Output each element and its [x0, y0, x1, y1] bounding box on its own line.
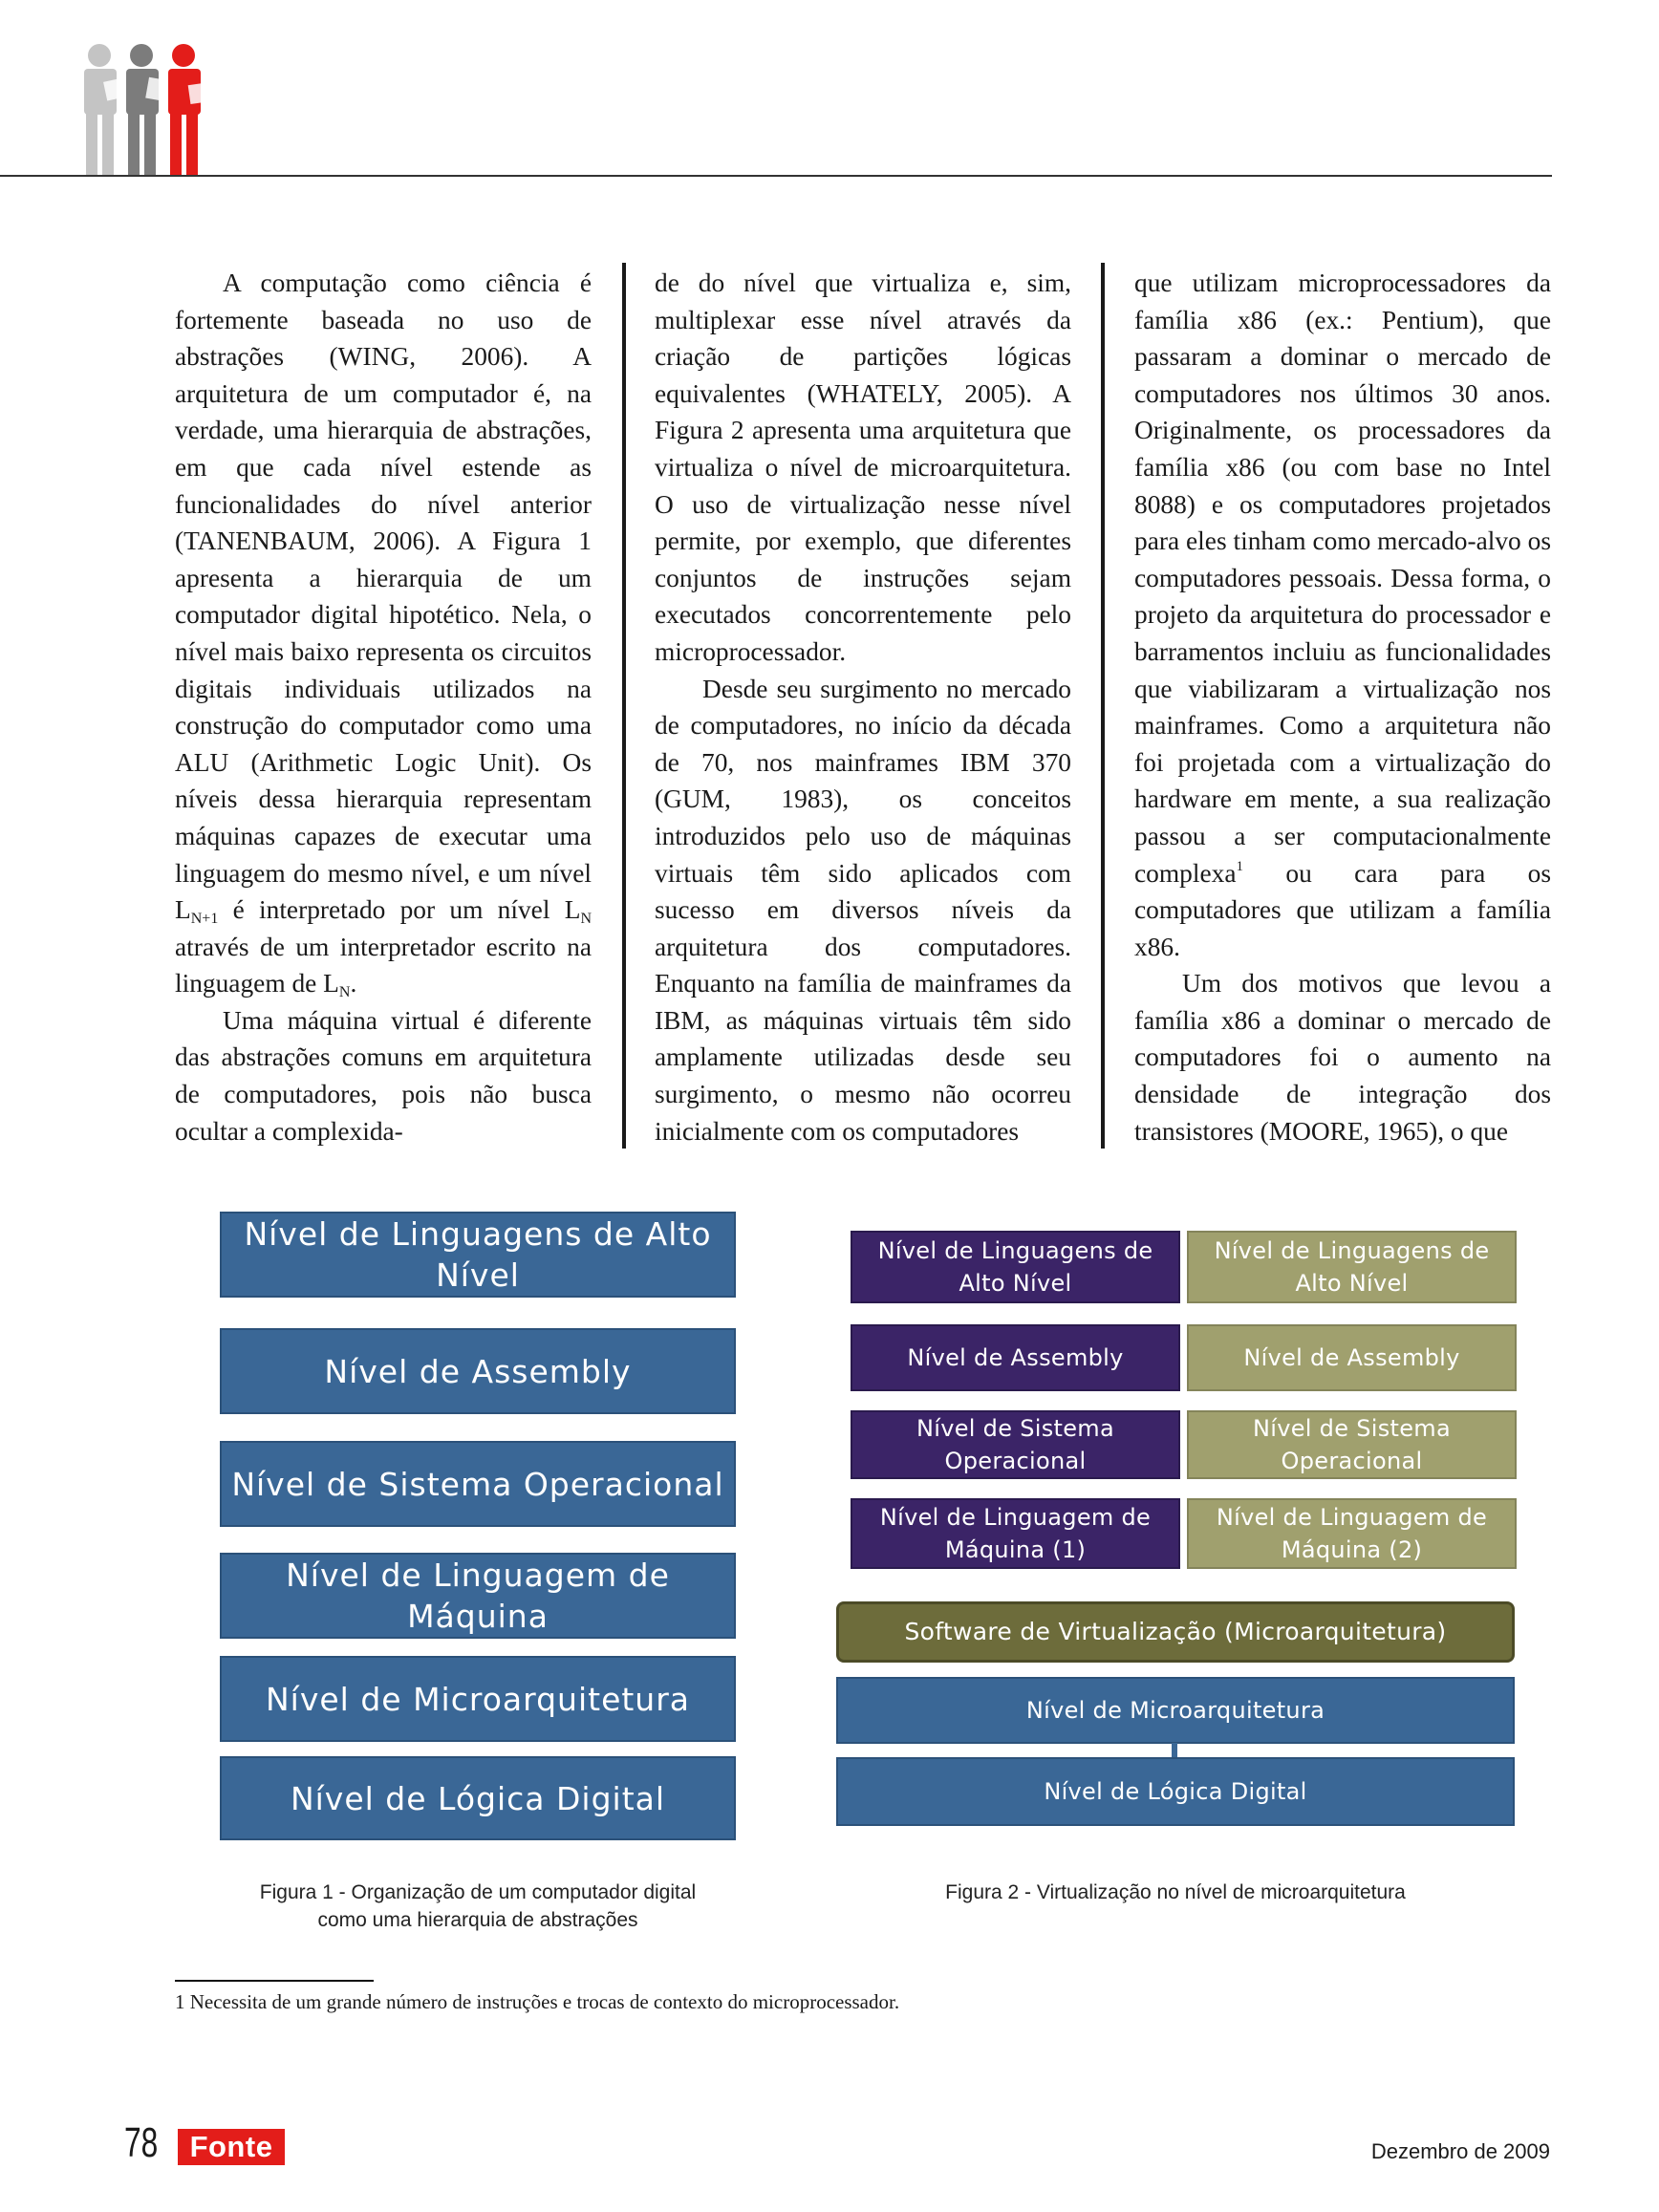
person-light-gray-icon [84, 44, 117, 176]
text-column-3 [1134, 265, 1551, 1149]
paragraph: Um dos motivos que levou a família x86 a dominar o mercado de computadores foi o aumento na densidade de integração dos transistores (MOORE, 1965), o que [1134, 969, 1551, 1146]
paragraph: Uma máquina virtual é diferente das abstrações comuns em arquitetura de computadores, pois não busca ocultar a complexida- [175, 1005, 592, 1146]
header-rule [0, 175, 1552, 177]
level-microarchitecture: Nível de Microarquitetura [220, 1656, 736, 1742]
column-divider [622, 263, 626, 1149]
vm2-machine-language: Nível de Linguagem de Máquina (2) [1187, 1498, 1517, 1569]
vm2-operating-system: Nível de Sistema Operacional [1187, 1410, 1517, 1479]
vm1-machine-language: Nível de Linguagem de Máquina (1) [851, 1498, 1180, 1569]
text-column-1 [175, 265, 592, 1149]
shared-digital-logic: Nível de Lógica Digital [836, 1757, 1515, 1826]
page-number: 78 [124, 2119, 159, 2166]
virtualization-software-layer: Software de Virtualização (Microarquitetura) [836, 1601, 1515, 1663]
footnote-marker: 1 [1236, 858, 1243, 874]
level-high-level-languages: Nível de Linguagens de Alto Nível [220, 1212, 736, 1298]
footnote-rule [175, 1980, 374, 1982]
column-divider [1101, 263, 1105, 1149]
person-red-icon [168, 44, 201, 176]
level-assembly: Nível de Assembly [220, 1328, 736, 1414]
person-dark-gray-icon [126, 44, 159, 176]
footnote: 1 Necessita de um grande número de instruções e trocas de contexto do microprocessador. [175, 1990, 900, 2013]
vm2-high-level-languages: Nível de Linguagens de Alto Nível [1187, 1231, 1517, 1303]
text-column-2 [655, 265, 1071, 1149]
issue-date: Dezembro de 2009 [1370, 2139, 1550, 2163]
paragraph: Desde seu surgimento no mercado de computadores, no início da década de 70, nos mainframes IBM 370 (GUM, 1983), os conceitos introduzidos pelo uso de máquinas virtuais têm sido aplicados com sucesso em diversos níveis da arquitetura dos computadores. Enquanto na família de mainframes da IBM, as máquinas virtuais têm sido amplamente utilizadas desde seu surgimento, o mesmo não ocorreu inicialmente com os computadores [655, 674, 1071, 1146]
layer-connector [1172, 1743, 1177, 1758]
figure-1-caption: Figura 1 - Organização de um computador digital como uma hierarquia de abstrações [259, 1881, 697, 1931]
vm2-assembly: Nível de Assembly [1187, 1324, 1517, 1391]
vm1-high-level-languages: Nível de Linguagens de Alto Nível [851, 1231, 1180, 1303]
figure-2-caption: Figura 2 - Virtualização no nível de microarquitetura [945, 1881, 1406, 1903]
level-digital-logic: Nível de Lógica Digital [220, 1756, 736, 1840]
paragraph: A computação como ciência é fortemente baseada no uso de abstrações (WING, 2006). A arquitetura de um computador é, na verdade, uma hierarquia de abstrações, em que cada nível estende as funcionalidades do nível anterior (TANENBAUM, 2006). A Figura 1 apresenta a hierarquia de um computador digital hipotético. Nela, o nível mais baixo representa os circuitos digitais individuais utilizados na construção do computador como uma ALU (Arithmetic Logic Unit). Os níveis dessa hierarquia representam máquinas capazes de executar uma linguagem do mesmo nível, e um nível $L_{N+1}$ é interpretado por um nível $L_N$ através de um interpretador escrito na linguagem de $L_N$. [175, 268, 592, 1001]
level-machine-language: Nível de Linguagem de Máquina [220, 1553, 736, 1639]
magazine-brand-logo: Fonte [178, 2129, 285, 2165]
people-logo-icon [76, 42, 229, 178]
paragraph: de do nível que virtualiza e, sim, multiplexar esse nível através da criação de partições lógicas equivalentes (WHATELY, 2005). A Figura 2 apresenta uma arquitetura que virtualiza o nível de microarquitetura. O uso de virtualização nesse nível permite, por exemplo, que diferentes conjuntos de instruções sejam executados concorrentemente pelo microprocessador. [655, 268, 1071, 666]
vm1-assembly: Nível de Assembly [851, 1324, 1180, 1391]
vm1-operating-system: Nível de Sistema Operacional [851, 1410, 1180, 1479]
level-operating-system: Nível de Sistema Operacional [220, 1441, 736, 1527]
paragraph: que utilizam microprocessadores da família x86 (ex.: Pentium), que passaram a dominar o mercado de computadores nos últimos 30 anos. Originalmente, os processadores da família x86 (ou com base no Intel 8088) e os computadores projetados para eles tinham como mercado-alvo os computadores pessoais. Dessa forma, o projeto da arquitetura do processador e barramentos incluiu as funcionalidades que viabilizaram a virtualização nos mainframes. Como a arquitetura não foi projetada com a virtualização do hardware em mente, a sua realização passou a ser computacionalmente complexa$^1$ ou cara para os computadores que utilizam a família x86. [1134, 268, 1551, 961]
shared-microarchitecture: Nível de Microarquitetura [836, 1677, 1515, 1744]
